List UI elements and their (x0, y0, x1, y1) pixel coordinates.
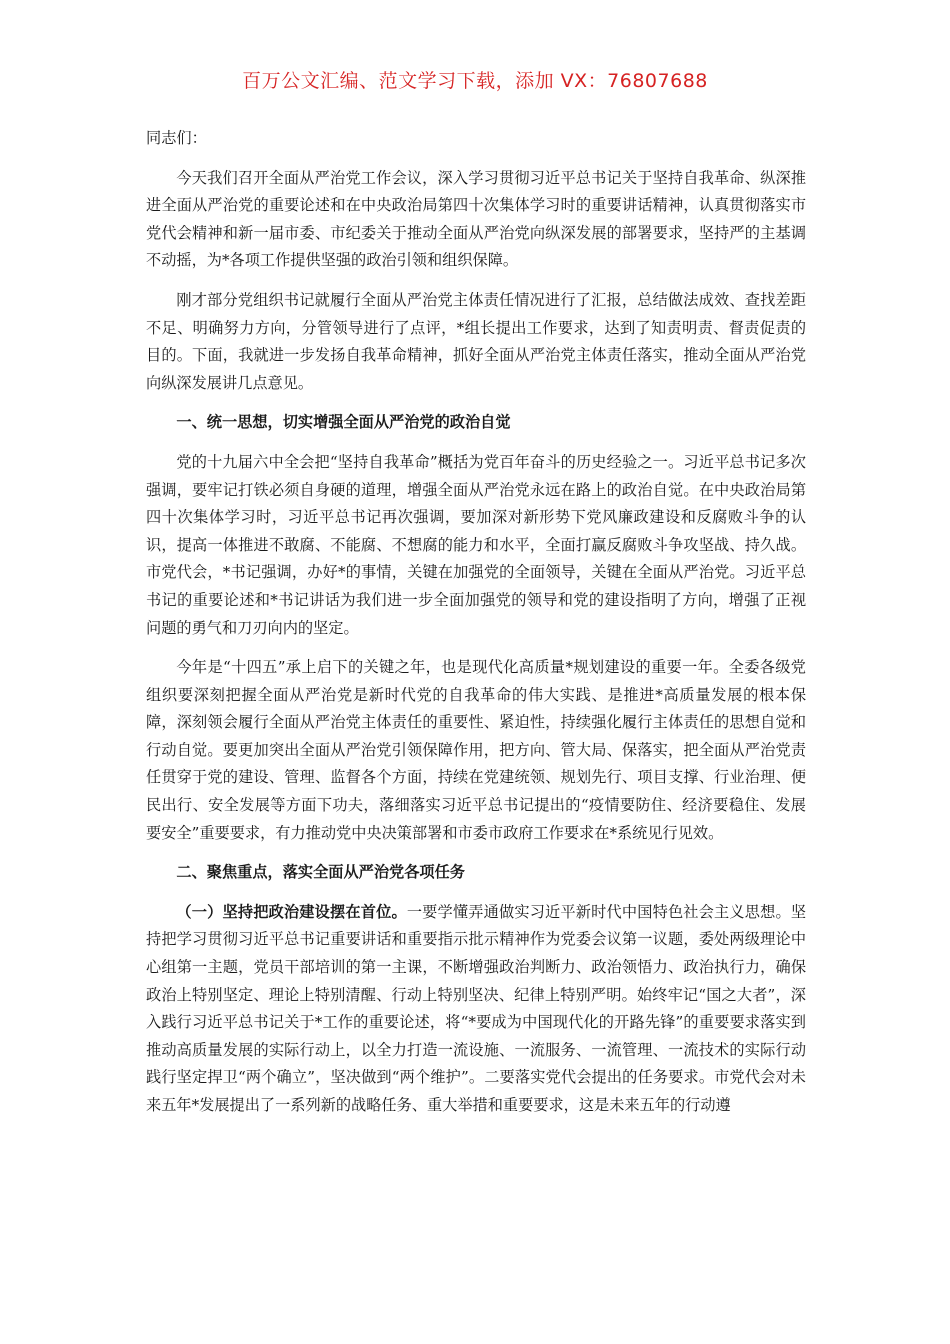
section-1-heading: 一、统一思想，切实增强全面从严治党的政治自觉 (176, 413, 511, 432)
header-banner: 百万公文汇编、范文学习下载，添加 VX：76807688 (242, 70, 708, 92)
section-2-subheading: （一）坚持把政治建设摆在首位。 (176, 902, 407, 921)
intro-paragraph-1: 今天我们召开全面从严治党工作会议，深入学习贯彻习近平总书记关于坚持自我革命、纵深推进全面从严治党的重要论述和在中央政治局第四十次集体学习时的重要讲话精神，认真贯彻落实市党代会精神和新一届市委、市纪委关于推动全面从严治党向纵深发展的部署要求，坚持严的主基调不动摇，为*各项工作提供坚强的政治引领和组织保障。 (146, 168, 806, 270)
intro-paragraph-2: 刚才部分党组织书记就履行全面从严治党主体责任情况进行了汇报，总结做法成效、查找差距不足、明确努力方向，分管领导进行了点评，*组长提出工作要求，达到了知责明责、督责促责的目的。下面，我就进一步发扬自我革命精神，抓好全面从严治党主体责任落实，推动全面从严治党向纵深发展讲几点意见。 (146, 290, 806, 392)
section-2-paragraph-1 (146, 899, 806, 1120)
section-2-heading: 二、聚焦重点，落实全面从严治党各项任务 (176, 863, 465, 882)
document-body (146, 125, 806, 1132)
section-1-paragraph-1: 党的十九届六中全会把“坚持自我革命”概括为党百年奋斗的历史经验之一。习近平总书记多次强调，要牢记打铁必须自身硬的道理，增强全面从严治党永远在路上的政治自觉。在中央政治局第四十次集体学习时，习近平总书记再次强调，要加深对新形势下党风廉政建设和反腐败斗争的认识，提高一体推进不敢腐、不能腐、不想腐的能力和水平，全面打赢反腐败斗争攻坚战、持久战。市党代会，*书记强调，办好*的事情，关键在加强党的全面领导，关键在全面从严治党。习近平总书记的重要论述和*书记讲话为我们进一步全面加强党的领导和党的建设指明了方向，增强了正视问题的勇气和刀刃向内的坚定。 (146, 452, 806, 637)
section-2-paragraph-1-body: 一要学懂弄通做实习近平新时代中国特色社会主义思想。坚持把学习贯彻习近平总书记重要讲话和重要指示批示精神作为党委会议第一议题，委处两级理论中心组第一主题，党员干部培训的第一主课，不断增强政治判断力、政治领悟力、政治执行力，确保政治上特别坚定、理论上特别清醒、行动上特别坚决、纪律上特别严明。始终牢记“国之大者”，深入践行习近平总书记关于*工作的重要论述，将“*要成为中国现代化的开路先锋”的重要要求落实到推动高质量发展的实际行动上，以全力打造一流设施、一流服务、一流管理、一流技术的实际行动践行坚定捍卫“两个确立”，坚决做到“两个维护”。二要落实党代会提出的任务要求。市党代会对未来五年*发展提出了一系列新的战略任务、重大举措和重要要求，这是未来五年的行动遵 (146, 902, 807, 1114)
section-1-paragraph-2: 今年是“十四五”承上启下的关键之年，也是现代化高质量*规划建设的重要一年。全委各级党组织要深刻把握全面从严治党是新时代党的自我革命的伟大实践、是推进*高质量发展的根本保障，深刻领会履行全面从严治党主体责任的重要性、紧迫性，持续强化履行主体责任的思想自觉和行动自觉。要更加突出全面从严治党引领保障作用，把方向、管大局、保落实，把全面从严治党责任贯穿于党的建设、管理、监督各个方面，持续在党建统领、规划先行、项目支撑、行业治理、便民出行、安全发展等方面下功夫，落细落实习近平总书记提出的“疫情要防住、经济要稳住、发展要安全”重要要求，有力推动党中央决策部署和市委市政府工作要求在*系统见行见效。 (146, 658, 806, 842)
salutation: 同志们： (146, 129, 207, 147)
